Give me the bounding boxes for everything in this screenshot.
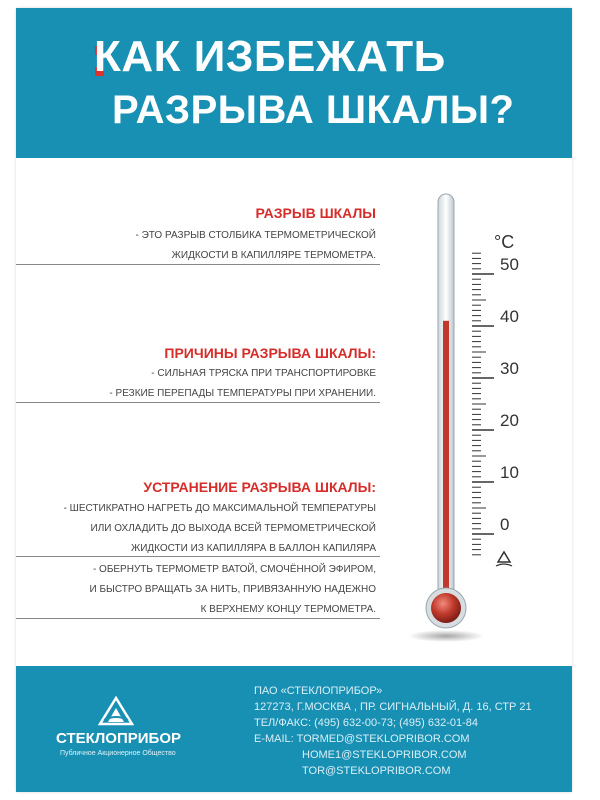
title-line-2: РАЗРЫВА ШКАЛЫ? — [112, 88, 515, 132]
section-title-definition: РАЗРЫВ ШКАЛЫ — [255, 205, 376, 221]
brand-name: СТЕКЛОПРИБОР — [56, 730, 181, 747]
header-banner — [16, 8, 572, 158]
section-text-line: И БЫСТРО ВРАЩАТЬ ЗА НИТЬ, ПРИВЯЗАННУЮ НАДЕЖНО — [89, 584, 376, 595]
section-text-line: - СИЛЬНАЯ ТРЯСКА ПРИ ТРАНСПОРТИРОВКЕ — [151, 368, 376, 379]
divider — [16, 618, 380, 619]
section-title-remedy: УСТРАНЕНИЕ РАЗРЫВА ШКАЛЫ: — [143, 479, 376, 495]
thermometer — [396, 188, 546, 648]
scale-label: 50 — [500, 255, 519, 274]
contact-phone: ТЕЛ/ФАКС: (495) 632-00-73; (495) 632-01-84 — [254, 717, 479, 729]
thermometer-liquid — [443, 321, 449, 608]
section-text-line: К ВЕРХНЕМУ КОНЦУ ТЕРМОМЕТРА. — [200, 604, 376, 615]
contact-email-3[interactable]: TOR@STEKLOPRIBOR.COM — [302, 765, 451, 777]
scale-labels — [500, 255, 519, 534]
thermometer-bulb — [431, 593, 461, 623]
thermometer-shadow — [408, 630, 484, 642]
contact-email-1[interactable]: E-MAIL: TORMED@STEKLOPRIBOR.COM — [254, 733, 470, 745]
scale-label: 30 — [500, 359, 519, 378]
section-text-line: - ШЕСТИКРАТНО НАГРЕТЬ ДО МАКСИМАЛЬНОЙ ТЕМПЕРАТУРЫ — [63, 503, 376, 514]
section-text-line: ЖИДКОСТИ ИЗ КАПИЛЛЯРА В БАЛЛОН КАПИЛЯРА — [130, 543, 376, 554]
section-text-line: ЖИДКОСТИ В КАПИЛЛЯРЕ ТЕРМОМЕТРА. — [171, 250, 376, 261]
section-text-line: ИЛИ ОХЛАДИТЬ ДО ВЫХОДА ВСЕЙ ТЕРМОМЕТРИЧЕСКОЙ — [90, 523, 376, 534]
title-line-1: КАК ИЗБЕЖАТЬ — [94, 32, 446, 81]
brand-subtitle: Публичное Акционерное Общество — [60, 750, 176, 757]
unit-label: °C — [494, 232, 515, 252]
scale-label: 20 — [500, 411, 519, 430]
scale-label: 10 — [500, 463, 519, 482]
contact-email-2[interactable]: HOME1@STEKLOPRIBOR.COM — [302, 749, 467, 761]
stekloprybor-logo-icon — [98, 696, 134, 728]
scale-ticks — [472, 253, 494, 555]
poster — [16, 8, 572, 792]
divider — [16, 402, 380, 403]
divider — [16, 264, 380, 265]
section-text-line: - ОБЕРНУТЬ ТЕРМОМЕТР ВАТОЙ, СМОЧЁННОЙ ЭФИРОМ, — [92, 564, 376, 575]
section-text-line: - ЭТО РАЗРЫВ СТОЛБИКА ТЕРМОМЕТРИЧЕСКОЙ — [135, 230, 376, 241]
section-text-line: - РЕЗКИЕ ПЕРЕПАДЫ ТЕМПЕРАТУРЫ ПРИ ХРАНЕНИИ. — [109, 388, 376, 399]
scale-label: 0 — [500, 515, 510, 534]
divider — [16, 556, 380, 557]
section-title-causes: ПРИЧИНЫ РАЗРЫВА ШКАЛЫ: — [164, 345, 376, 361]
contact-address: 127273, Г.МОСКВА , ПР. СИГНАЛЬНЫЙ, Д. 16, СТР 21 — [254, 701, 532, 713]
scale-label: 40 — [500, 307, 519, 326]
logo-mark-icon — [496, 552, 512, 566]
contact-company: ПАО «СТЕКЛОПРИБОР» — [254, 685, 383, 697]
